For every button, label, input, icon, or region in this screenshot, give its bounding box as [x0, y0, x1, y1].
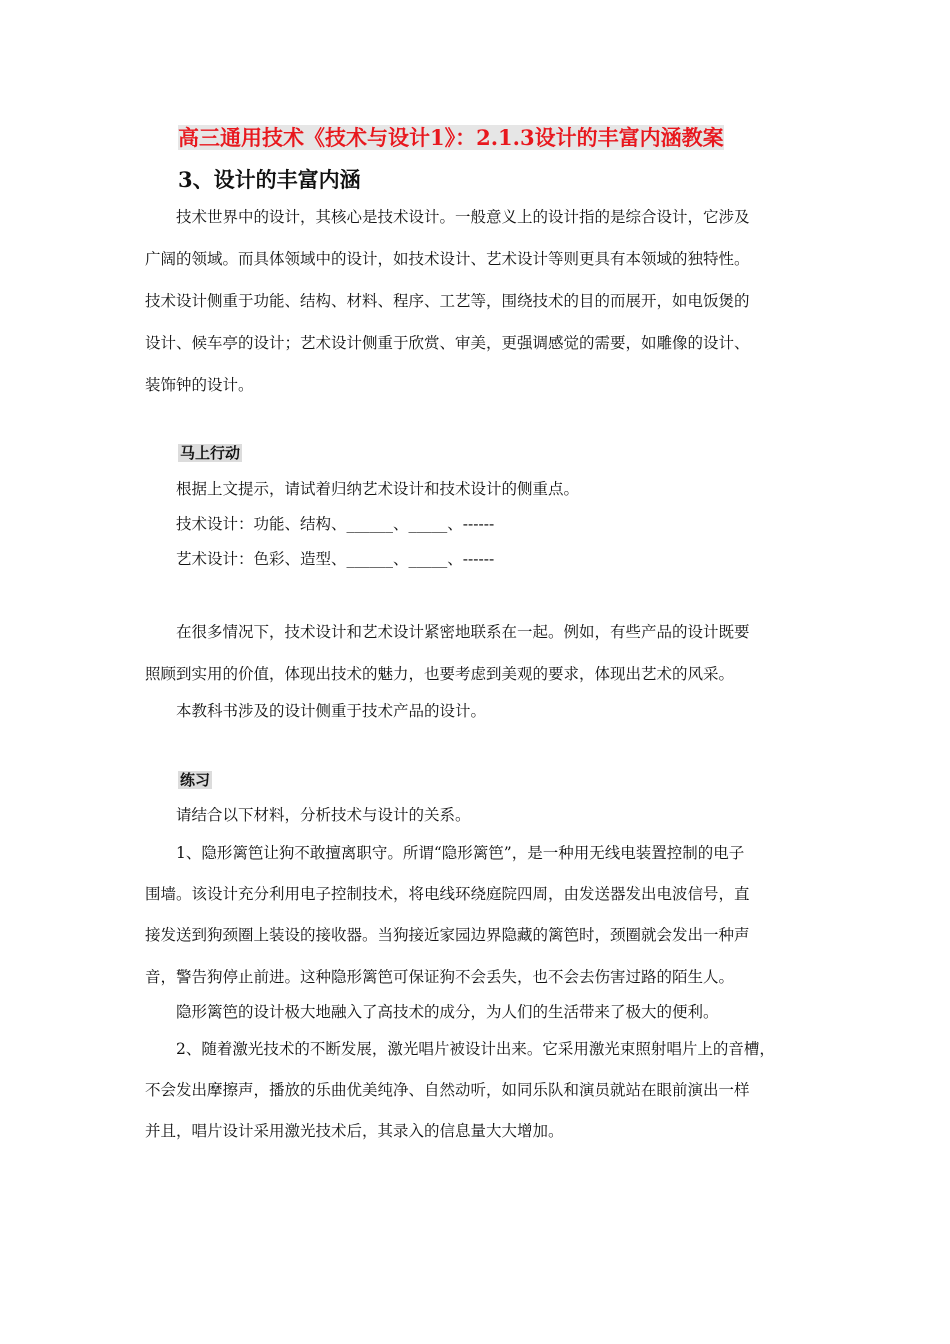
paragraph-line: 技术设计侧重于功能、结构、材料、程序、工艺等，围绕技术的目的而展开，如电饭煲的	[145, 292, 750, 310]
paragraph-line: 本教科书涉及的设计侧重于技术产品的设计。	[145, 702, 487, 720]
exercise-label: 练习	[180, 771, 211, 789]
document-title: 高三通用技术《技术与设计1》：2.1.3设计的丰富内涵教案	[178, 125, 724, 150]
action-line: 根据上文提示，请试着归纳艺术设计和技术设计的侧重点。	[145, 480, 580, 498]
paragraph-line: 广阔的领域。而具体领域中的设计，如技术设计、艺术设计等则更具有本领域的独特性。	[145, 250, 750, 268]
exercise-line: 音，警告狗停止前进。这种隐形篱笆可保证狗不会丢失，也不会去伤害过路的陌生人。	[145, 968, 735, 986]
paragraph-line: 技术世界中的设计，其核心是技术设计。一般意义上的设计指的是综合设计，它涉及	[145, 208, 750, 226]
action-label: 马上行动	[180, 444, 241, 462]
exercise-line: 不会发出摩擦声，播放的乐曲优美纯净、自然动听，如同乐队和演员就站在眼前演出一样	[145, 1081, 750, 1099]
paragraph-line: 装饰钟的设计。	[145, 376, 254, 394]
action-line: 艺术设计：色彩、造型、______、_____、------	[145, 550, 495, 568]
exercise-line: 隐形篱笆的设计极大地融入了高技术的成分，为人们的生活带来了极大的便利。	[145, 1003, 719, 1021]
exercise-line: 并且，唱片设计采用激光技术后，其录入的信息量大大增加。	[145, 1122, 564, 1140]
exercise-line: 请结合以下材料，分析技术与设计的关系。	[145, 806, 471, 824]
paragraph-line: 设计、候车亭的设计；艺术设计侧重于欣赏、审美，更强调感觉的需要，如雕像的设计、	[145, 334, 750, 352]
paragraph-line: 在很多情况下，技术设计和艺术设计紧密地联系在一起。例如，有些产品的设计既要	[145, 623, 750, 641]
exercise-line: 1、隐形篱笆让狗不敢擅离职守。所谓“隐形篱笆”，是一种用无线电装置控制的电子	[145, 844, 745, 862]
exercise-line: 2、随着激光技术的不断发展，激光唱片被设计出来。它采用激光束照射唱片上的音槽，	[145, 1040, 775, 1058]
action-line: 技术设计：功能、结构、______、_____、------	[145, 515, 495, 533]
section-heading: 3、设计的丰富内涵	[178, 167, 361, 192]
paragraph-line: 照顾到实用的价值，体现出技术的魅力，也要考虑到美观的要求，体现出艺术的风采。	[145, 665, 735, 683]
exercise-line: 接发送到狗颈圈上装设的接收器。当狗接近家园边界隐藏的篱笆时，颈圈就会发出一种声	[145, 926, 750, 944]
exercise-line: 围墙。该设计充分利用电子控制技术，将电线环绕庭院四周，由发送器发出电波信号，直	[145, 885, 750, 903]
